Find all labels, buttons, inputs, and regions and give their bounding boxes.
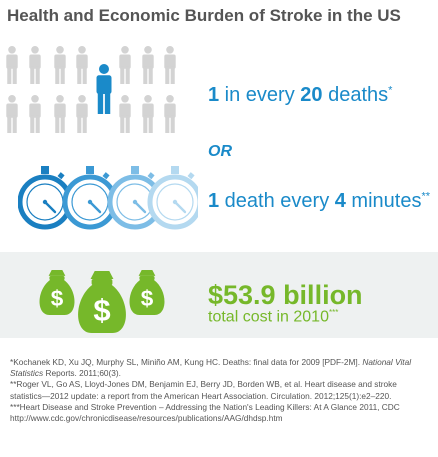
dollar-sign-icon: $ bbox=[93, 292, 111, 328]
deaths-stat-one: 1 bbox=[208, 84, 220, 106]
deaths-footnote-mark: * bbox=[388, 84, 393, 97]
money-bag-icon bbox=[40, 270, 75, 315]
time-footnote-mark: ** bbox=[421, 190, 431, 203]
money-bag-icon bbox=[130, 270, 165, 315]
person-icon bbox=[54, 46, 65, 84]
footnote-1-text-a: *Kochanek KD, Xu JQ, Murphy SL, Miniño AM, Kung HC. Deaths: final data for 2009 [PDF-2M]. bbox=[10, 357, 363, 367]
deaths-stat-number: 20 bbox=[300, 84, 323, 106]
footnote-1-text-b: Reports. 2011;60(3). bbox=[43, 368, 121, 379]
person-icon bbox=[164, 46, 175, 84]
time-stat bbox=[208, 190, 430, 213]
person-icon bbox=[142, 46, 153, 84]
infographic-title: Health and Economic Burden of Stroke in the US bbox=[7, 6, 401, 25]
person-icon bbox=[119, 95, 130, 133]
cost-amount: $53.9 billion bbox=[208, 280, 363, 310]
person-icon bbox=[76, 95, 87, 133]
time-stat-text: death every bbox=[219, 190, 335, 212]
money-bag-icons bbox=[30, 257, 180, 337]
time-stat-number: 4 bbox=[334, 190, 346, 212]
cost-label-text: total cost in 2010 bbox=[208, 308, 329, 326]
person-icon bbox=[54, 95, 65, 133]
stopwatch-icons bbox=[18, 150, 198, 240]
money-bag-icon bbox=[78, 271, 126, 333]
person-icon bbox=[29, 95, 40, 133]
person-icon bbox=[142, 95, 153, 133]
person-icons bbox=[0, 40, 200, 140]
person-icon bbox=[164, 95, 175, 133]
person-icon bbox=[6, 95, 17, 133]
footnote-2: **Roger VL, Go AS, Lloyd-Jones DM, Benjamin EJ, Berry JD, Borden WB, et al. Heart disease and stroke statistics—2012 update: a report from the American Heart Association. Circulation. 2012;125(1):e2–220. bbox=[10, 379, 397, 401]
person-icon bbox=[6, 46, 17, 84]
deaths-stat-text: in every bbox=[219, 84, 301, 106]
stopwatch-icon bbox=[150, 166, 198, 227]
person-icon bbox=[76, 46, 87, 84]
highlighted-person-icon bbox=[97, 64, 112, 114]
footnote-1 bbox=[10, 357, 425, 379]
dollar-sign-icon: $ bbox=[140, 286, 154, 311]
footnotes bbox=[10, 357, 425, 424]
deaths-stat-unit: deaths bbox=[322, 84, 389, 106]
deaths-stat bbox=[208, 84, 392, 107]
cost-footnote-mark: *** bbox=[328, 308, 339, 317]
stopwatch-icon bbox=[20, 166, 70, 227]
or-separator: OR bbox=[208, 143, 232, 160]
time-stat-one: 1 bbox=[208, 190, 220, 212]
cost-label bbox=[208, 308, 338, 326]
time-stat-unit: minutes bbox=[345, 190, 422, 212]
person-icon bbox=[119, 46, 130, 84]
dollar-sign-icon: $ bbox=[50, 286, 64, 311]
stopwatch-icon bbox=[65, 166, 115, 227]
footnote-1-journal: National Vital Statistics bbox=[10, 357, 412, 379]
footnote-3: ***Heart Disease and Stroke Prevention – Addressing the Nation's Leading Killers: At A Glance 2011, CDC http://www.cdc.gov/chronicdisease/resources/publications/AAG/dhdsp.htm bbox=[10, 401, 400, 424]
person-icon bbox=[29, 46, 40, 84]
